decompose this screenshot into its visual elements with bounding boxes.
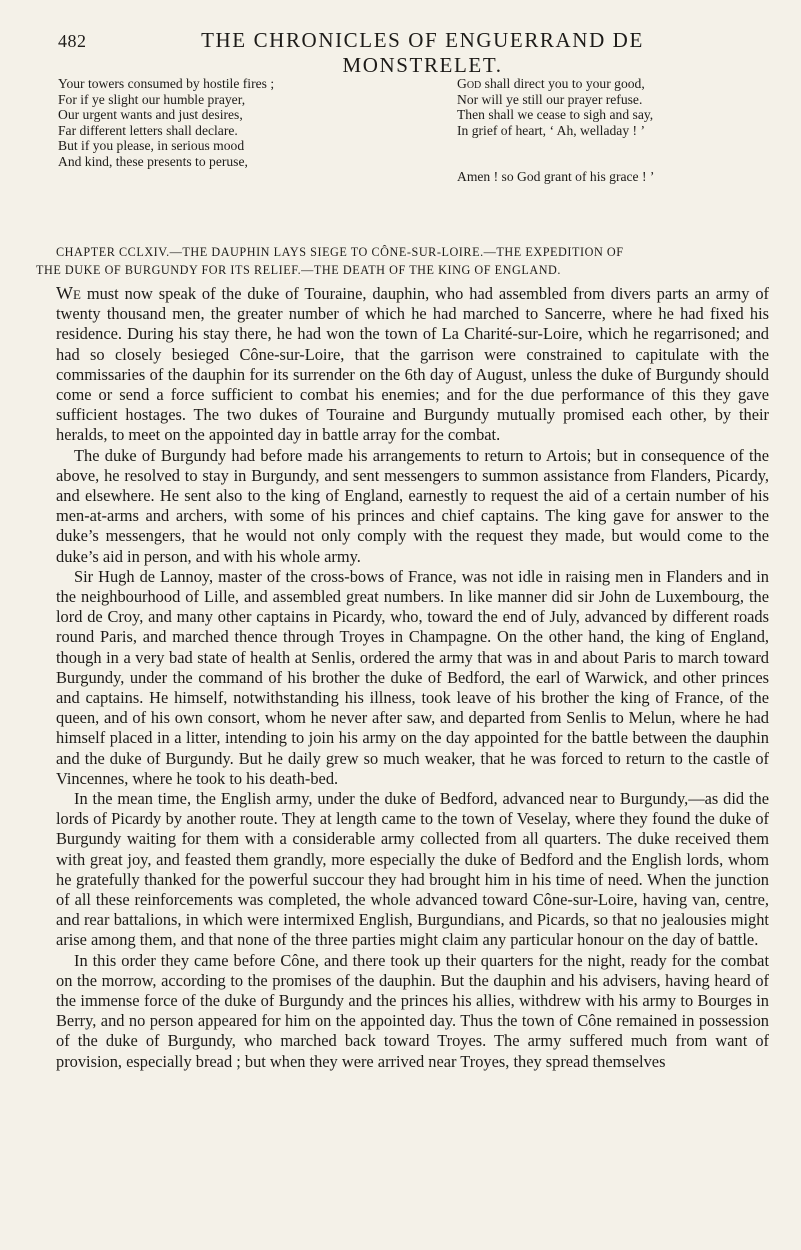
poem-column-right	[457, 76, 757, 185]
chapter-body	[56, 283, 769, 1072]
poem-line: Our urgent wants and just desires,	[58, 107, 243, 123]
poem-line: For if ye slight our humble prayer,	[58, 91, 246, 107]
running-head	[58, 28, 767, 77]
paragraph: Sir Hugh de Lannoy, master of the cross-bows of France, was not idle in raising men in Flanders and in the neighbourhood of Lille, and assembled great numbers. In like manner did sir John de Luxembourg, the lord de Croy, and many other captains in Picardy, who, toward the end of July, advanced by different roads round Paris, and marched thence through Troyes in Champagne. On the other hand, the king of England, though in a very bad state of health at Senlis, ordered the army that was in and about Paris to march toward Burgundy, under the command of his brother the duke of Bedford, the earl of Warwick, and other princes and captains. He himself, notwithstanding his illness, took leave of his brother the king of France, of the queen, and of his own consort, whom he never after saw, and departed from Senlis to Melun, where he had himself placed in a litter, intending to join his army on the day appointed for the battle between the dauphin and the duke of Burgundy. But he daily grew so much weaker, that he was forced to return to the castle of Vincennes, where he took to his death-bed.	[56, 566, 769, 788]
chapter-heading-line: CHAPTER CCLXIV.—THE DAUPHIN LAYS SIEGE TO CÔNE-SUR-LOIRE.—THE EXPEDITION OF	[56, 244, 624, 259]
small-caps-word: God	[457, 76, 482, 91]
poem-line: Far different letters shall declare.	[58, 122, 238, 138]
running-title: THE CHRONICLES OF ENGUERRAND DE MONSTRELET.	[201, 28, 644, 77]
page-number: 482	[58, 31, 87, 51]
poem-line: And kind, these presents to peruse,	[58, 153, 248, 169]
paragraph	[56, 283, 769, 446]
poem-line: Amen ! so God grant of his grace ! ’	[457, 169, 655, 185]
chapter-heading-line: THE DUKE OF BURGUNDY FOR ITS RELIEF.—THE DEATH OF THE KING OF ENGLAND.	[36, 262, 562, 277]
paragraph: The duke of Burgundy had before made his arrangements to return to Artois; but in consequence of the above, he resolved to stay in Burgundy, and sent messengers to summon assistance from Flanders, Picardy, and elsewhere. He sent also to the king of England, earnestly to request the aid of a certain number of his men-at-arms and archers, with some of his princes and chief captains. The king gave for answer to the duke’s messengers, that he would not only comply with the request they made, but would come to the duke’s aid in person, and with his whole army.	[56, 445, 769, 566]
poem-line: God shall direct you to your good,	[457, 76, 645, 91]
poem-column-left	[58, 76, 378, 185]
poem-line: Then shall we cease to sigh and say,	[457, 107, 654, 123]
poem-line: Nor will ye still our prayer refuse.	[457, 91, 643, 107]
opening-word: We	[56, 282, 81, 303]
paragraph-text: must now speak of the duke of Touraine, dauphin, who had assembled from divers parts an army of twenty thousand men, the greater number of which he had marched to Sancerre, where he had fixed his residence. During his stay there, he had won the town of La Charité-sur-Loire, which he regarrisoned; and had so closely besieged Cône-sur-Loire, that the garrison were constrained to capitulate with the commissaries of the dauphin for its surrender on the 6th day of August, unless the duke of Burgundy should come or send a force sufficient to combat his enemies; and for the due performance of this they gave sufficient hostages. The two dukes of Touraine and Burgundy mutually promised each other, by their heralds, to meet on the appointed day in battle array for the combat.	[56, 283, 769, 445]
paragraph: In the mean time, the English army, under the duke of Bedford, advanced near to Burgundy,—as did the lords of Picardy by another route. They at length came to the town of Veselay, where they found the duke of Burgundy waiting for them with a considerable army collected from all quarters. The duke received them with great joy, and feasted them grandly, more especially the duke of Bedford and the English lords, whom he gratefully thanked for the powerful succour they had brought him in his time of need. When the junction of all these reinforcements was completed, the whole advanced toward Cône-sur-Loire, having van, centre, and rear battalions, in which were intermixed English, Burgundians, and Picards, so that no jealousies might arise among them, and that none of the three parties might claim any particular honour on the day of battle.	[56, 789, 769, 950]
poem-block	[58, 76, 767, 185]
poem-line: In grief of heart, ‘ Ah, welladay ! ’	[457, 122, 645, 138]
chapter-heading	[36, 243, 771, 279]
paragraph: In this order they came before Cône, and there took up their quarters for the night, ready for the combat on the morrow, according to the promises of the dauphin. But the dauphin and his advisers, having heard of the immense force of the duke of Burgundy and the princes his allies, withdrew with his army to Bourges in Berry, and no person appeared for him on the appointed day. Thus the town of Cône remained in possession of the duke of Burgundy, who marched back toward Troyes. The army suffered much from want of provision, especially bread ; but when they were arrived near Troyes, they spread themselves	[56, 950, 769, 1071]
poem-line: But if you please, in serious mood	[58, 138, 245, 154]
poem-line: Your towers consumed by hostile fires ;	[58, 76, 275, 91]
